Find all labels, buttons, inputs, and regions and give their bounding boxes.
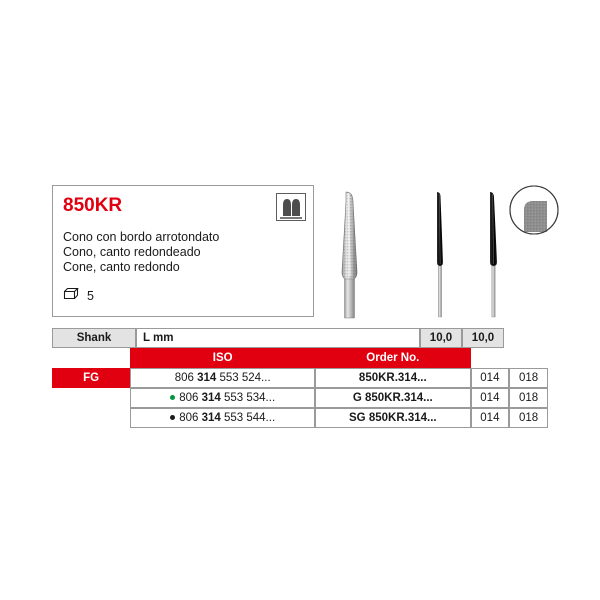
iso-prefix: 806 — [179, 412, 202, 424]
grit-marker-black-icon — [170, 415, 175, 420]
iso-suffix: 553 534... — [220, 392, 276, 404]
bur-large — [342, 192, 357, 318]
description-pt: Cone, canto redondo — [63, 260, 180, 274]
order-number: SG 850KR.314... — [315, 408, 470, 428]
size-014: 014 — [471, 368, 510, 388]
table-header-row-1 — [52, 328, 548, 348]
product-info-panel — [52, 185, 314, 317]
iso-bold: 314 — [201, 412, 221, 424]
pack-quantity: 5 — [87, 289, 94, 303]
header-spacer — [52, 348, 130, 368]
header-spacer-3 — [509, 348, 548, 368]
iso-code — [130, 368, 315, 388]
grit-marker-green-icon — [170, 395, 175, 400]
shank-spacer — [52, 408, 130, 428]
iso-code — [130, 388, 315, 408]
table-row[interactable] — [52, 408, 548, 428]
product-descriptions — [63, 230, 219, 275]
iso-bold: 314 — [201, 392, 221, 404]
product-table — [52, 328, 548, 428]
table-header-row-2 — [52, 348, 548, 368]
size-018: 018 — [509, 368, 548, 388]
shank-value: FG — [52, 368, 130, 388]
iso-code — [130, 408, 315, 428]
table-row[interactable] — [52, 388, 548, 408]
bur-small-2 — [490, 192, 497, 317]
order-number: G 850KR.314... — [315, 388, 470, 408]
iso-suffix: 553 544... — [220, 412, 276, 424]
description-es: Cono, canto redondeado — [63, 245, 201, 259]
bur-small-1 — [437, 192, 443, 317]
iso-prefix: 806 — [174, 372, 198, 384]
header-length: L mm — [136, 328, 420, 348]
box-icon — [63, 287, 80, 305]
shank-spacer — [52, 388, 130, 408]
bur-illustration — [320, 180, 590, 320]
table-row[interactable] — [52, 368, 548, 388]
header-shank: Shank — [52, 328, 136, 348]
header-iso: ISO — [130, 348, 315, 368]
page-title: 850KR — [63, 195, 123, 216]
size-018: 018 — [509, 408, 548, 428]
size-018: 018 — [509, 388, 548, 408]
description-it: Cono con bordo arrotondato — [63, 230, 220, 244]
bur-shape-icon — [276, 193, 306, 221]
size-014: 014 — [471, 408, 510, 428]
iso-prefix: 806 — [179, 392, 202, 404]
header-spacer-2 — [471, 348, 510, 368]
order-number: 850KR.314... — [315, 368, 470, 388]
pack-info — [63, 287, 94, 305]
header-len-2: 10,0 — [462, 328, 504, 348]
size-014: 014 — [471, 388, 510, 408]
iso-suffix: 553 524... — [216, 372, 271, 384]
header-len-1: 10,0 — [420, 328, 462, 348]
tip-detail-circle — [510, 186, 558, 236]
iso-bold: 314 — [197, 372, 217, 384]
header-order-no: Order No. — [315, 348, 470, 368]
